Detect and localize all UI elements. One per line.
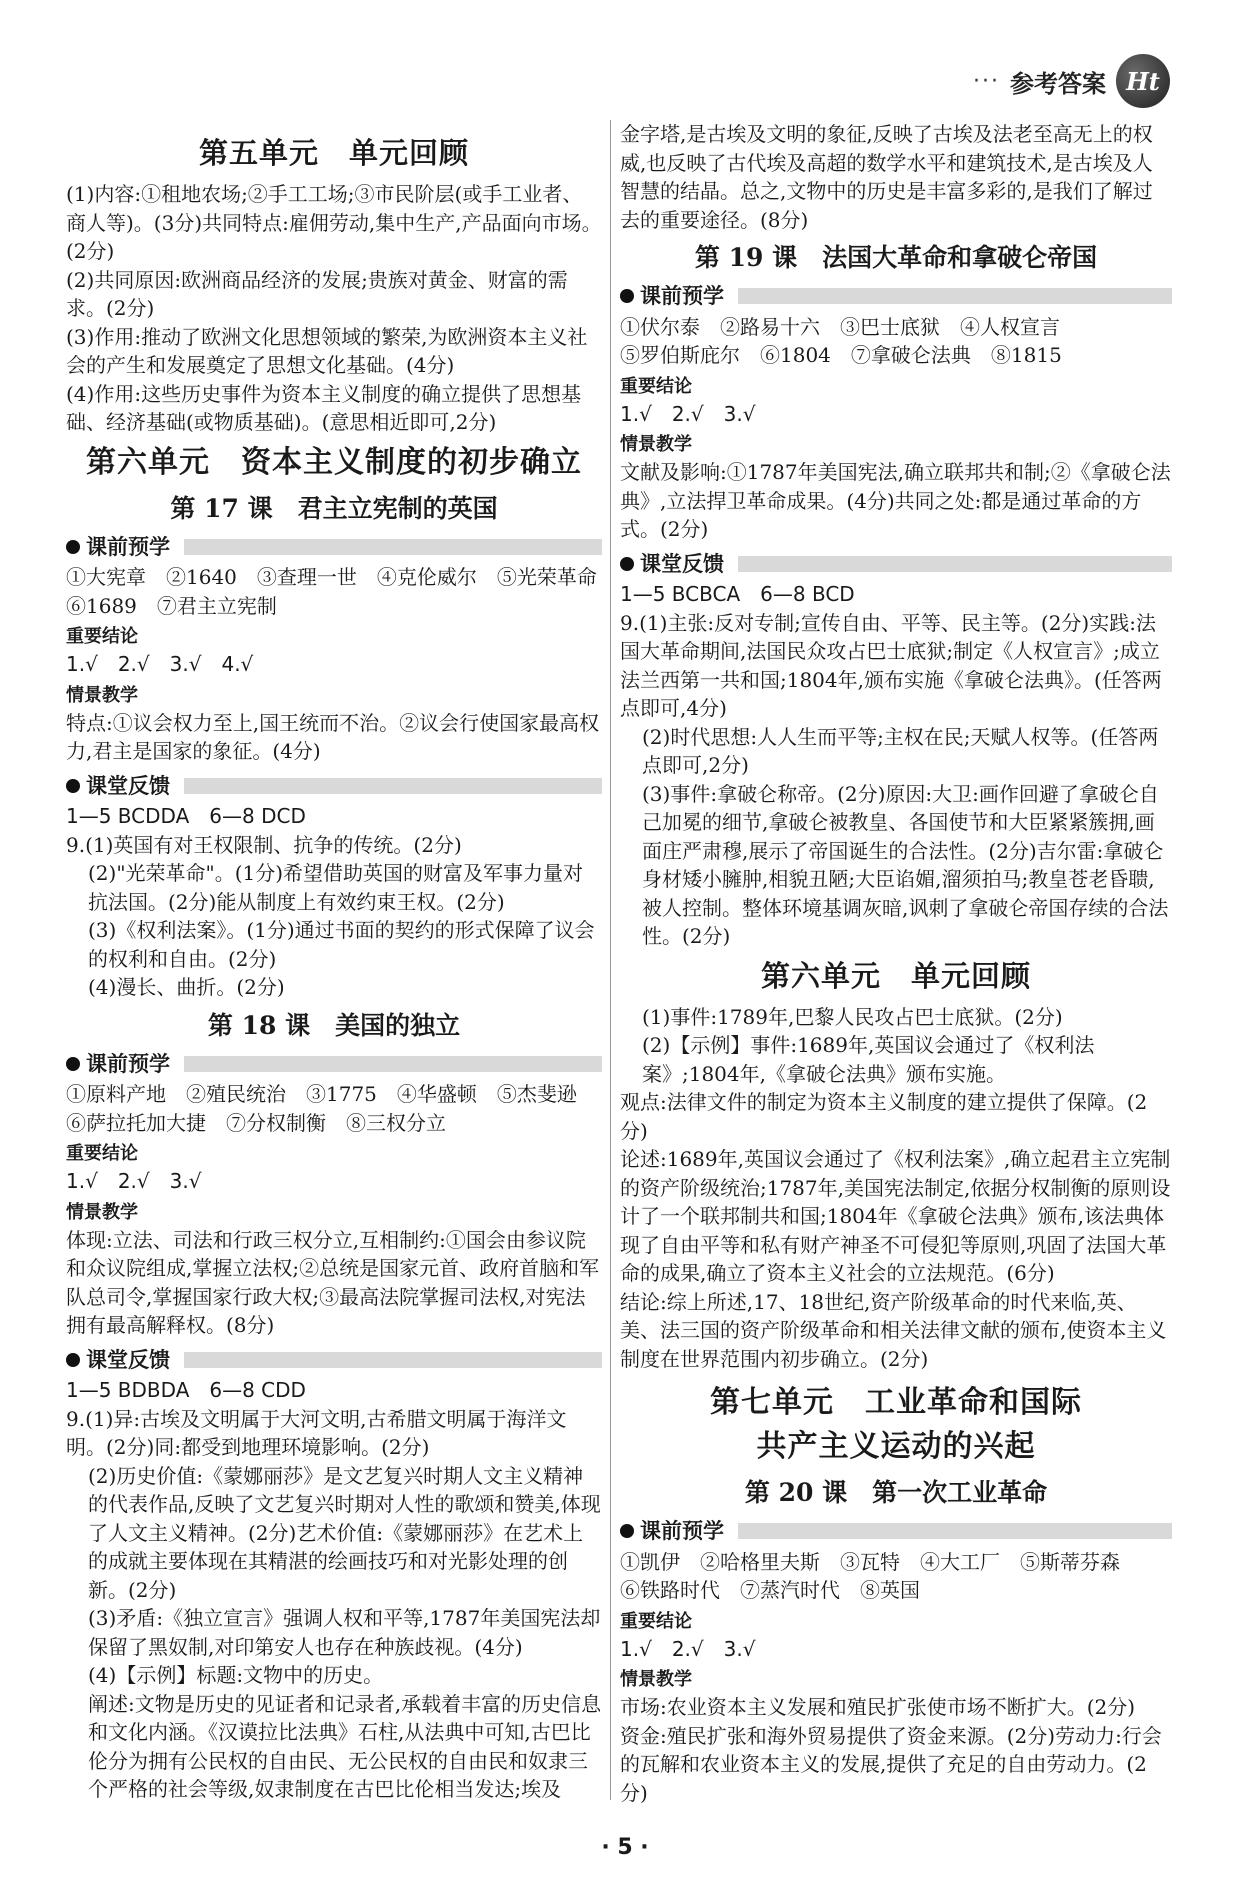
section-bar <box>738 1523 1172 1539</box>
bullet-dot-icon <box>620 289 634 303</box>
u5-answer-4: (4)作用:这些历史事件为资本主义制度的确立提供了思想基础、经济基础(或物质基础)。(意思相近即可,2分) <box>66 381 582 434</box>
l19-preview-line-2: ⑤罗伯斯庇尔 ⑥1804 ⑦拿破仑法典 ⑧1815 <box>620 343 1062 367</box>
l18-scene-answer: 体现:立法、司法和行政三权分立,互相制约:①国会由参议院和众议院组成,掌握立法权;②总统是国家元首、政府首脑和军队总司令,掌握国家行政大权;③最高法院掌握司法权,对宪法拥有最高解释权。(8分) <box>66 1227 600 1337</box>
l20-scene-label: 情景教学 <box>620 1669 692 1690</box>
right-column <box>620 120 1172 1807</box>
l20-scene-2: 资金:殖民扩张和海外贸易提供了资金来源。(2分)劳动力:行会的瓦解和农业资本主义的发展,提供了充足的自由劳动力。(2分) <box>620 1723 1162 1805</box>
l18-choice-answers: 1—5 BDBDA 6—8 CDD <box>66 1378 306 1402</box>
l17-q9-4: (4)漫长、曲折。(2分) <box>88 975 285 999</box>
section-label: 课前预学 <box>86 1051 170 1076</box>
l18-key-label: 重要结论 <box>66 1143 138 1164</box>
lesson17-title: 第 17 课 君主立宪制的英国 <box>170 493 498 523</box>
u6-review-5: 结论:综上所述,17、18世纪,资产阶级革命的时代来临,英、美、法三国的资产阶级革命和相关法律文献的颁布,使资本主义制度在世界范围内初步确立。(2分) <box>620 1289 1167 1371</box>
u6-review-3: 观点:法律文件的制定为资本主义制度的建立提供了保障。(2分) <box>620 1090 1148 1143</box>
section-bar <box>184 778 602 794</box>
l17-feedback-heading <box>66 772 602 801</box>
page-number: · 5 · <box>601 1835 649 1860</box>
section-bar <box>184 539 602 555</box>
lesson19-title: 第 19 课 法国大革命和拿破仑帝国 <box>694 243 1098 272</box>
continued-text: 金字塔,是古埃及文明的象征,反映了古埃及法老至高无上的权威,也反映了古代埃及高超的数学水平和建筑技术,是古埃及人智慧的结晶。总之,文物中的历史是丰富多彩的,是我们了解过去的重要途径。(8分) <box>620 122 1153 232</box>
bullet-dot-icon <box>66 1057 80 1071</box>
l18-preview-heading <box>66 1050 602 1079</box>
l19-scene-label: 情景教学 <box>620 434 692 455</box>
l19-key-answers: 1.√ 2.√ 3.√ <box>620 401 756 426</box>
l17-choice-answers: 1—5 BCDDA 6—8 DCD <box>66 804 306 828</box>
u5-answer-1: (1)内容:①租地农场;②手工工场;③市民阶层(或手工业者、商人等)。(3分)共同特点:雇佣劳动,集中生产,产品面向市场。(2分) <box>66 182 602 263</box>
left-column <box>66 128 602 1804</box>
column-divider <box>610 120 611 1800</box>
u6-review-4: 论述:1689年,英国议会通过了《权利法案》,确立起君主立宪制的资产阶级统治;1787年,美国宪法制定,依据分权制衡的原则设计了一个联邦制共和国;1804年《拿破仑法典》颁布,该法典体现了自由平等和私有财产神圣不可侵犯等原则,巩固了法国大革命的成果,确立了资本主义社会的立法规范。(6分) <box>620 1147 1171 1285</box>
header-title: 参考答案 <box>1010 69 1106 98</box>
l18-scene-label: 情景教学 <box>66 1201 138 1223</box>
unit7-title-line-2: 共产主义运动的兴起 <box>756 1429 1036 1464</box>
bullet-dot-icon <box>620 1524 634 1538</box>
l18-q9-5: 阐述:文物是历史的见证者和记录者,承载着丰富的历史信息和文化内涵。《汉谟拉比法典》石柱,从法典中可知,古巴比伦分为拥有公民权的自由民、无公民权的自由民和奴隶三个严格的社会等级,奴隶制度在古巴比伦相当发达;埃及 <box>88 1691 602 1801</box>
u6-review-2: (2)【示例】事件:1689年,英国议会通过了《权利法案》;1804年,《拿破仑法典》颁布实施。 <box>642 1033 1095 1086</box>
section-bar <box>184 1056 602 1072</box>
bullet-dot-icon <box>66 540 80 554</box>
section-bar <box>184 1352 602 1368</box>
l18-q9-2: (2)历史价值:《蒙娜丽莎》是文艺复兴时期人文主义精神的代表作品,反映了文艺复兴时期对人性的歌颂和赞美,体现了人文主义精神。(2分)艺术价值:《蒙娜丽莎》在艺术上的成就主要体现在其精湛的绘画技巧和对光影处理的创新。(2分) <box>88 1463 601 1602</box>
bullet-dot-icon <box>620 557 634 571</box>
l18-feedback-heading <box>66 1346 602 1375</box>
bullet-dot-icon <box>66 1353 80 1367</box>
lesson20-title: 第 20 课 第一次工业革命 <box>744 1478 1048 1507</box>
l17-scene-answer: 特点:①议会权力至上,国王统而不治。②议会行使国家最高权力,君主是国家的象征。(4分) <box>66 710 600 763</box>
unit6-title: 第六单元 资本主义制度的初步确立 <box>86 444 582 480</box>
section-label: 课堂反馈 <box>86 773 170 798</box>
l20-preview-heading <box>620 1517 1172 1546</box>
l18-q9-1: 9.(1)异:古埃及文明属于大河文明,古希腊文明属于海洋文明。(2分)同:都受到地理环境影响。(2分) <box>66 1406 567 1459</box>
u6-review-1: (1)事件:1789年,巴黎人民攻占巴士底狱。(2分) <box>642 1004 1063 1029</box>
l18-key-answers: 1.√ 2.√ 3.√ <box>66 1169 202 1193</box>
section-label: 课前预学 <box>86 534 170 559</box>
l17-q9-1: 9.(1)英国有对王权限制、抗争的传统。(2分) <box>66 832 462 857</box>
l18-preview-line-1: ①原料产地 ②殖民统治 ③1775 ④华盛顿 ⑤杰斐逊 <box>66 1082 577 1106</box>
section-label: 课堂反馈 <box>86 1347 170 1372</box>
l18-q9-3: (3)矛盾:《独立宣言》强调人权和平等,1787年美国宪法却保留了黑奴制,对印第安人也存在种族歧视。(4分) <box>88 1606 601 1659</box>
l20-key-answers: 1.√ 2.√ 3.√ <box>620 1636 756 1661</box>
l17-preview-line-1: ①大宪章 ②1640 ③查理一世 ④克伦威尔 ⑤光荣革命 <box>66 565 597 589</box>
l20-preview-line-1: ①凯伊 ②哈格里夫斯 ③瓦特 ④大工厂 ⑤斯蒂芬森 <box>620 1549 1120 1574</box>
bullet-dot-icon <box>66 779 80 793</box>
l20-preview-line-2: ⑥铁路时代 ⑦蒸汽时代 ⑧英国 <box>620 1578 920 1602</box>
l19-q9-3: (3)事件:拿破仑称帝。(2分)原因:大卫:画作回避了拿破仑自己加冕的细节,拿破仑被教皇、各国使节和大臣紧紧簇拥,画面庄严肃穆,展示了帝国诞生的合法性。(2分)吉尔雷:拿破仑身材矮小臃肿,相貌丑陋;大臣谄媚,溜须拍马;教皇苍老昏聩,被人控制。整体环境基调灰暗,讽刺了拿破仑帝国存续的合法性。(2分) <box>642 781 1169 948</box>
l20-key-label: 重要结论 <box>620 1610 692 1632</box>
l20-scene-1: 市场:农业资本主义发展和殖民扩张使市场不断扩大。(2分) <box>620 1695 1136 1719</box>
l19-key-label: 重要结论 <box>620 375 692 397</box>
section-label: 课前预学 <box>640 1519 724 1543</box>
l19-preview-heading <box>620 282 1172 311</box>
l19-choice-answers: 1—5 BCBCA 6—8 BCD <box>620 582 855 606</box>
l19-feedback-heading <box>620 550 1172 579</box>
l17-q9-3: (3)《权利法案》。(1分)通过书面的契约的形式保障了议会的权利和自由。(2分) <box>88 918 595 971</box>
section-label: 课堂反馈 <box>640 551 724 576</box>
unit6-review-title: 第六单元 单元回顾 <box>760 958 1031 993</box>
unit5-review-title: 第五单元 单元回顾 <box>198 136 469 170</box>
l17-preview-heading <box>66 533 602 562</box>
section-bar <box>738 288 1172 304</box>
u5-answer-2: (2)共同原因:欧洲商品经济的发展;贵族对黄金、财富的需求。(2分) <box>66 267 568 320</box>
section-label: 课前预学 <box>640 284 724 308</box>
l19-preview-line-1: ①伏尔泰 ②路易十六 ③巴士底狱 ④人权宣言 <box>620 314 1060 339</box>
l17-preview-line-2: ⑥1689 ⑦君主立宪制 <box>66 593 277 618</box>
l17-key-answers: 1.√ 2.√ 3.√ 4.√ <box>66 652 254 676</box>
l18-preview-line-2: ⑥萨拉托加大捷 ⑦分权制衡 ⑧三权分立 <box>66 1110 446 1135</box>
l17-key-label: 重要结论 <box>66 626 138 647</box>
section-bar <box>738 556 1172 572</box>
l19-scene-answer: 文献及影响:①1787年美国宪法,确立联邦共和制;②《拿破仑法典》,立法捍卫革命成果。(4分)共同之处:都是通过革命的方式。(2分) <box>620 460 1171 541</box>
lesson18-title: 第 18 课 美国的独立 <box>207 1010 461 1040</box>
l18-q9-4: (4)【示例】标题:文物中的历史。 <box>88 1663 384 1687</box>
u5-answer-3: (3)作用:推动了欧洲文化思想领域的繁荣,为欧洲资本主义社会的产生和发展奠定了思想文化基础。(4分) <box>66 324 588 377</box>
l17-scene-label: 情景教学 <box>66 684 138 706</box>
page-header <box>973 54 1170 108</box>
l19-q9-1: 9.(1)主张:反对专制;宣传自由、平等、民主等。(2分)实践:法国大革命期间,法国民众攻占巴士底狱;制定《人权宣言》;成立法兰西第一共和国;1804年,颁布实施《拿破仑法典》。(任答两点即可,4分) <box>620 610 1162 720</box>
brand-logo: Ht <box>1116 54 1170 108</box>
l17-q9-2: (2)"光荣革命"。(1分)希望借助英国的财富及军事力量对抗法国。(2分)能从制度上有效约束王权。(2分) <box>88 861 584 914</box>
unit7-title-line-1: 第七单元 工业革命和国际 <box>710 1385 1082 1420</box>
l19-q9-2: (2)时代思想:人人生而平等;主权在民;天赋人权等。(任答两点即可,2分) <box>642 724 1159 777</box>
header-dots: ··· <box>973 68 1000 94</box>
